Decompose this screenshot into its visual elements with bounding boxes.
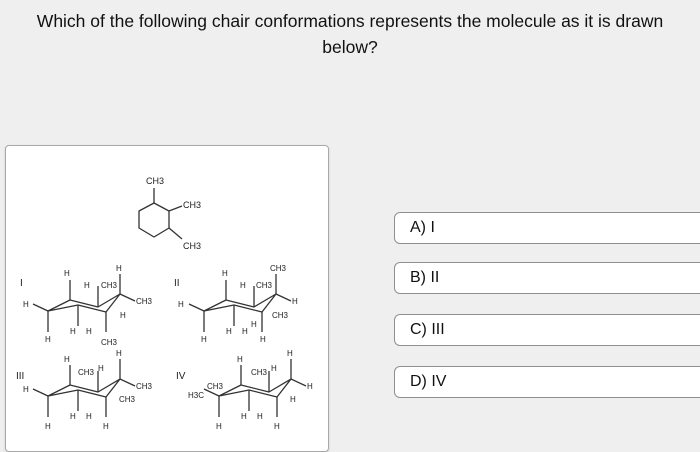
svg-text:H: H (242, 327, 248, 336)
question-text (10, 8, 690, 60)
svg-text:CH3: CH3 (272, 311, 289, 320)
svg-text:H: H (251, 320, 257, 329)
svg-text:CH3: CH3 (136, 382, 153, 391)
svg-text:H: H (64, 269, 70, 278)
question-line-2: below? (322, 37, 378, 57)
choice-b-label: B) II (410, 269, 440, 286)
svg-text:H: H (240, 281, 246, 290)
top-ch3-right-up-label: CH3 (183, 200, 202, 210)
svg-text:H: H (86, 412, 92, 421)
svg-text:H: H (178, 300, 184, 309)
roman-IV: IV (176, 371, 186, 382)
svg-text:H: H (237, 355, 243, 364)
svg-text:H: H (98, 364, 104, 373)
svg-text:H: H (274, 422, 280, 431)
svg-text:H: H (70, 327, 76, 336)
choice-a-label: A) I (410, 219, 435, 236)
svg-text:H: H (70, 412, 76, 421)
question-line-1: Which of the following chair conformations represents the molecule as it is drawn (36, 11, 664, 31)
choice-b[interactable] (394, 262, 700, 294)
svg-text:H: H (116, 264, 122, 273)
svg-text:H: H (45, 335, 51, 344)
roman-I: I (20, 278, 23, 289)
svg-text:H: H (84, 281, 90, 290)
top-cyclohexane (139, 188, 182, 239)
svg-text:H: H (120, 311, 126, 320)
svg-text:CH3: CH3 (256, 281, 273, 290)
svg-text:CH3: CH3 (251, 368, 268, 377)
svg-text:H: H (23, 300, 29, 309)
svg-text:CH3: CH3 (136, 297, 153, 306)
svg-text:H: H (307, 382, 313, 391)
svg-text:H: H (103, 422, 109, 431)
svg-text:H: H (292, 297, 298, 306)
svg-text:H: H (23, 385, 29, 394)
svg-text:H: H (260, 335, 266, 344)
svg-text:H: H (64, 355, 70, 364)
roman-III: III (16, 371, 25, 382)
svg-text:H: H (226, 327, 232, 336)
chair-conformations-drawing (6, 146, 328, 446)
svg-text:H: H (86, 327, 92, 336)
choice-d[interactable] (394, 366, 700, 398)
top-ch3-label: CH3 (146, 176, 165, 186)
svg-text:CH3: CH3 (207, 382, 224, 391)
svg-text:H: H (287, 349, 293, 358)
svg-text:H: H (116, 349, 122, 358)
svg-text:CH3: CH3 (270, 264, 287, 273)
roman-II: II (174, 278, 180, 289)
choice-c-label: C) III (410, 321, 445, 338)
choice-d-label: D) IV (410, 373, 447, 390)
svg-text:H: H (216, 422, 222, 431)
svg-text:CH3: CH3 (119, 395, 136, 404)
svg-text:H: H (45, 422, 51, 431)
svg-text:H: H (257, 412, 263, 421)
svg-text:CH3: CH3 (101, 281, 118, 290)
svg-text:H: H (271, 364, 277, 373)
choice-c[interactable] (394, 314, 700, 346)
svg-text:H: H (290, 395, 296, 404)
svg-text:CH3: CH3 (101, 338, 118, 347)
molecule-figure (5, 145, 329, 452)
svg-text:H: H (241, 412, 247, 421)
top-ch3-right-down-label: CH3 (183, 241, 202, 251)
choice-a[interactable] (394, 212, 700, 244)
svg-text:H3C: H3C (188, 391, 205, 400)
svg-text:H: H (222, 269, 228, 278)
svg-text:H: H (201, 335, 207, 344)
svg-text:CH3: CH3 (78, 368, 95, 377)
